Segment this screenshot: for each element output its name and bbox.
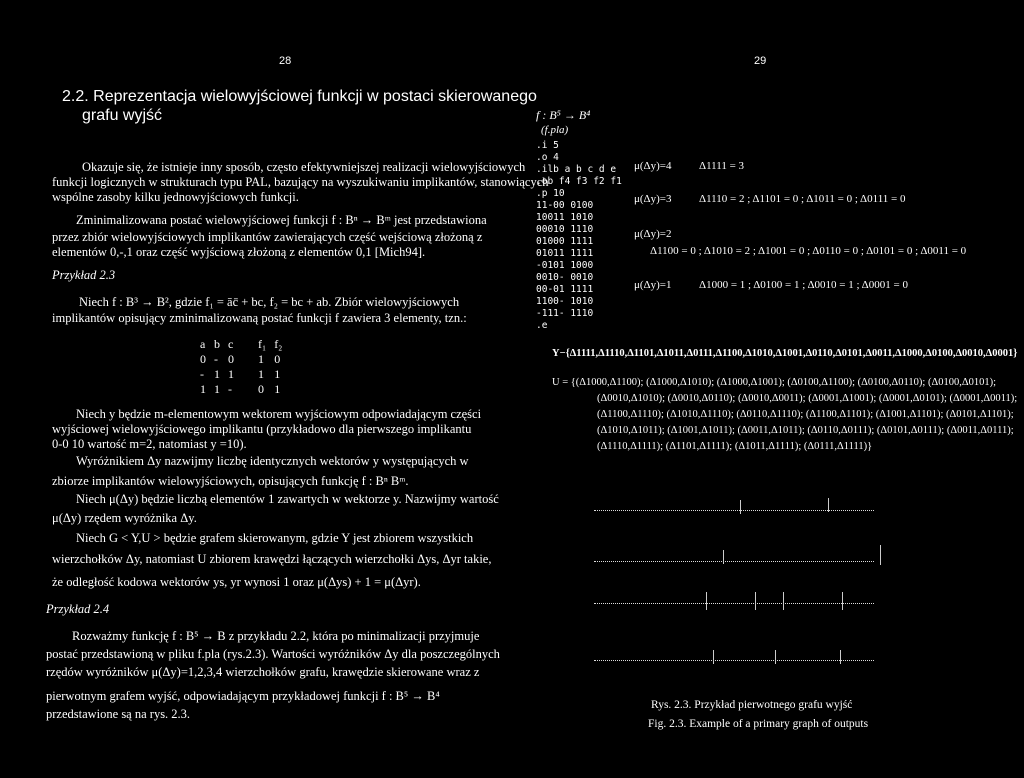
graph-edge (740, 500, 741, 514)
pla-line: 01000 1111 (536, 236, 594, 247)
para5-line2: zbiorze implikantów wielowyjściowych, opisujących funkcję f : Bⁿ Bᵐ. (52, 474, 409, 488)
table-header-f2: f₂ (274, 337, 283, 351)
para4-line1: Niech y będzie m-elementowym wektorem wyjściowym odpowiadającym części (76, 407, 482, 421)
table-header-a: a (200, 337, 206, 351)
table-row (200, 352, 290, 367)
pla-line: .p 10 (536, 188, 565, 199)
pla-line: 0010- 0010 (536, 272, 594, 283)
table-cell: 1 (214, 367, 220, 381)
edge-set-U-line5: (Δ1110,Δ1111); (Δ1101,Δ1111); (Δ1011,Δ1111); (Δ0111,Δ1111)} (597, 441, 873, 452)
edge-set-U-line2: (Δ0010,Δ1010); (Δ0010,Δ0110); (Δ0010,Δ0011); (Δ0001,Δ1001); (Δ0001,Δ0101); (Δ0001,Δ0011); (597, 393, 1018, 404)
page-number-left: 28 (279, 55, 292, 67)
pla-line: -111- 1110 (536, 308, 594, 319)
table-cell: 0 (274, 352, 281, 366)
para4-line3: 0-0 10 wartość m=2, natomiast y =10). (52, 437, 247, 451)
pla-line: .ob f4 f3 f2 f1 (536, 176, 622, 187)
mu4-values: Δ1111 = 3 (699, 160, 745, 172)
table-row (200, 382, 290, 397)
table-cell: - (228, 382, 232, 396)
graph-edge (828, 498, 829, 512)
graph-edge (880, 545, 881, 565)
pla-line: .e (536, 320, 548, 331)
graph-level-line (594, 561, 874, 562)
graph-level-line (594, 660, 874, 661)
figure-caption-en: Fig. 2.3. Example of a primary graph of outputs (648, 718, 869, 730)
table-cell: 0 (200, 352, 206, 366)
implicant-table (200, 337, 290, 397)
graph-level-line (594, 510, 874, 511)
pla-line: 01011 1111 (536, 248, 594, 259)
para7-line1: Rozważmy funkcję f : B⁵ → B z przykładu 2.2, która po minimalizacji przyjmuje (72, 629, 480, 643)
pla-line: -0101 1000 (536, 260, 594, 271)
para2-line2: przez zbiór wielowyjściowych implikantów zawierających część wejściową złożoną z (52, 230, 483, 244)
mu4-label: μ(Δy)=4 (634, 160, 672, 172)
table-cell: 0 (258, 382, 264, 396)
table-cell: - (214, 352, 218, 366)
pla-line: .i 5 (536, 140, 559, 151)
section-heading-line2: grafu wyjść (82, 107, 163, 124)
table-header-b: b (214, 337, 220, 351)
pla-filename: (f.pla) (541, 124, 569, 136)
table-cell: 1 (214, 382, 220, 396)
para7-line2: postać przedstawioną w pliku f.pla (rys.2.3). Wartości wyróżników Δy dla poszczególnych (46, 647, 500, 661)
table-cell: 1 (228, 367, 234, 381)
graph-level-line (594, 603, 874, 604)
para2-line1: Zminimalizowana postać wielowyjściowej funkcji f : Bⁿ → Bᵐ jest przedstawiona (76, 213, 487, 227)
table-cell: 1 (258, 367, 264, 381)
graph-edge (706, 592, 707, 610)
table-cell: 1 (274, 382, 281, 396)
para7-line3: rzędów wyróżników μ(Δy)=1,2,3,4 wierzchołków grafu, krawędzie skierowane wraz z (46, 665, 480, 679)
table-header-f1: f₁ (258, 337, 267, 351)
edge-set-U-line3: (Δ1100,Δ1110); (Δ1010,Δ1110); (Δ0110,Δ1110); (Δ1100,Δ1101); (Δ1001,Δ1101); (Δ0101,Δ1101); (597, 409, 1014, 420)
para1-line1: Okazuje się, że istnieje inny sposób, często efektywniejszej realizacji wielowyjściowych (82, 160, 526, 174)
para8-line2: przedstawione są na rys. 2.3. (46, 707, 191, 721)
para2-line3: elementów 0,-,1 oraz część wyjściową złożoną z elementów 0,1 [Mich94]. (52, 245, 426, 259)
pla-line: 10011 1010 (536, 212, 594, 223)
graph-edge (842, 592, 843, 610)
table-cell: 1 (200, 382, 206, 396)
pla-line: 11-00 0100 (536, 200, 594, 211)
graph-edge (713, 650, 714, 664)
table-cell: 1 (258, 352, 264, 366)
function-signature: f : B⁵ → B⁴ (536, 108, 591, 122)
vertex-set-Y: Y−{Δ1111,Δ1110,Δ1101,Δ1011,Δ0111,Δ1100,Δ1010,Δ1001,Δ0110,Δ0101,Δ0011,Δ1000,Δ0100,Δ0010,Δ0001} (552, 348, 1018, 359)
para6-line2: wierzchołków Δy, natomiast U zbiorem krawędzi łączących wierzchołki Δys, Δyr takie, (52, 552, 492, 566)
para3-line2: implikantów opisujący zminimalizowaną postać funkcji f zawiera 3 elementy, tzn.: (52, 311, 467, 325)
mu1-label: μ(Δy)=1 (634, 279, 672, 291)
mu2-values: Δ1100 = 0 ; Δ1010 = 2 ; Δ1001 = 0 ; Δ0110 = 0 ; Δ0101 = 0 ; Δ0011 = 0 (650, 245, 967, 257)
table-header-row (200, 337, 290, 352)
pla-line: 1100- 1010 (536, 296, 594, 307)
table-cell: - (200, 367, 204, 381)
pla-line: .o 4 (536, 152, 559, 163)
page-number-right: 29 (754, 55, 767, 67)
pla-line: .ilb a b c d e (536, 164, 617, 175)
para4-line2: wyjściowej wielowyjściowego implikantu (przykładowo dla pierwszego implikantu (52, 422, 472, 436)
table-row (200, 367, 290, 382)
table-cell: 1 (274, 367, 281, 381)
para1-line3: wspólne zasoby kilku jednowyjściowych funkcji. (52, 190, 299, 204)
para1-line2: funkcji logicznych w strukturach typu PAL, bazujący na wyszukiwaniu implikantów, stanowiących (52, 175, 549, 189)
graph-edge (783, 592, 784, 610)
graph-edge (723, 550, 724, 564)
pla-listing (536, 140, 622, 332)
para5-line4: μ(Δy) rzędem wyróżnika Δy. (52, 511, 197, 525)
example-2-4-title: Przykład 2.4 (46, 602, 110, 616)
para3-line1: Niech f : B³ → B², gdzie f₁ = āc̄ + bc, f₂ = bc + ab. Zbiór wielowyjściowych (79, 295, 460, 309)
mu1-values: Δ1000 = 1 ; Δ0100 = 1 ; Δ0010 = 1 ; Δ0001 = 0 (699, 279, 908, 291)
edge-set-U-line4: (Δ1010,Δ1011); (Δ1001,Δ1011); (Δ0011,Δ1011); (Δ0110,Δ0111); (Δ0101,Δ0111); (Δ0011,Δ0111); (597, 425, 1014, 436)
edge-set-U-line1: U = {(Δ1000,Δ1100); (Δ1000,Δ1010); (Δ1000,Δ1001); (Δ0100,Δ1100); (Δ0100,Δ0110); (Δ0100,Δ0101); (552, 377, 996, 388)
para5-line3: Niech μ(Δy) będzie liczbą elementów 1 zawartych w wektorze y. Nazwijmy wartość (76, 492, 499, 506)
para6-line3: że odległość kodowa wektorów ys, yr wynosi 1 oraz μ(Δys) + 1 = μ(Δyr). (52, 575, 421, 589)
graph-edge (775, 650, 776, 664)
mu2-label: μ(Δy)=2 (634, 228, 672, 240)
example-2-3-title: Przykład 2.3 (52, 268, 116, 282)
mu3-label: μ(Δy)=3 (634, 193, 672, 205)
pla-line: 00-01 1111 (536, 284, 594, 295)
para6-line1: Niech G < Y,U > będzie grafem skierowanym, gdzie Y jest zbiorem wszystkich (76, 531, 474, 545)
para8-line1: pierwotnym grafem wyjść, odpowiadającym przykładowej funkcji f : B⁵ → B⁴ (46, 689, 440, 703)
graph-edge (840, 650, 841, 664)
para5-line1: Wyróżnikiem Δy nazwijmy liczbę identycznych wektorów y występujących w (76, 454, 469, 468)
table-header-c: c (228, 337, 234, 351)
figure-caption-pl: Rys. 2.3. Przykład pierwotnego grafu wyjść (651, 699, 853, 711)
graph-edge (755, 592, 756, 610)
mu3-values: Δ1110 = 2 ; Δ1101 = 0 ; Δ1011 = 0 ; Δ0111 = 0 (699, 193, 906, 205)
pla-line: 00010 1110 (536, 224, 594, 235)
table-cell: 0 (228, 352, 234, 366)
section-heading-line1: 2.2. Reprezentacja wielowyjściowej funkcji w postaci skierowanego (62, 88, 537, 105)
